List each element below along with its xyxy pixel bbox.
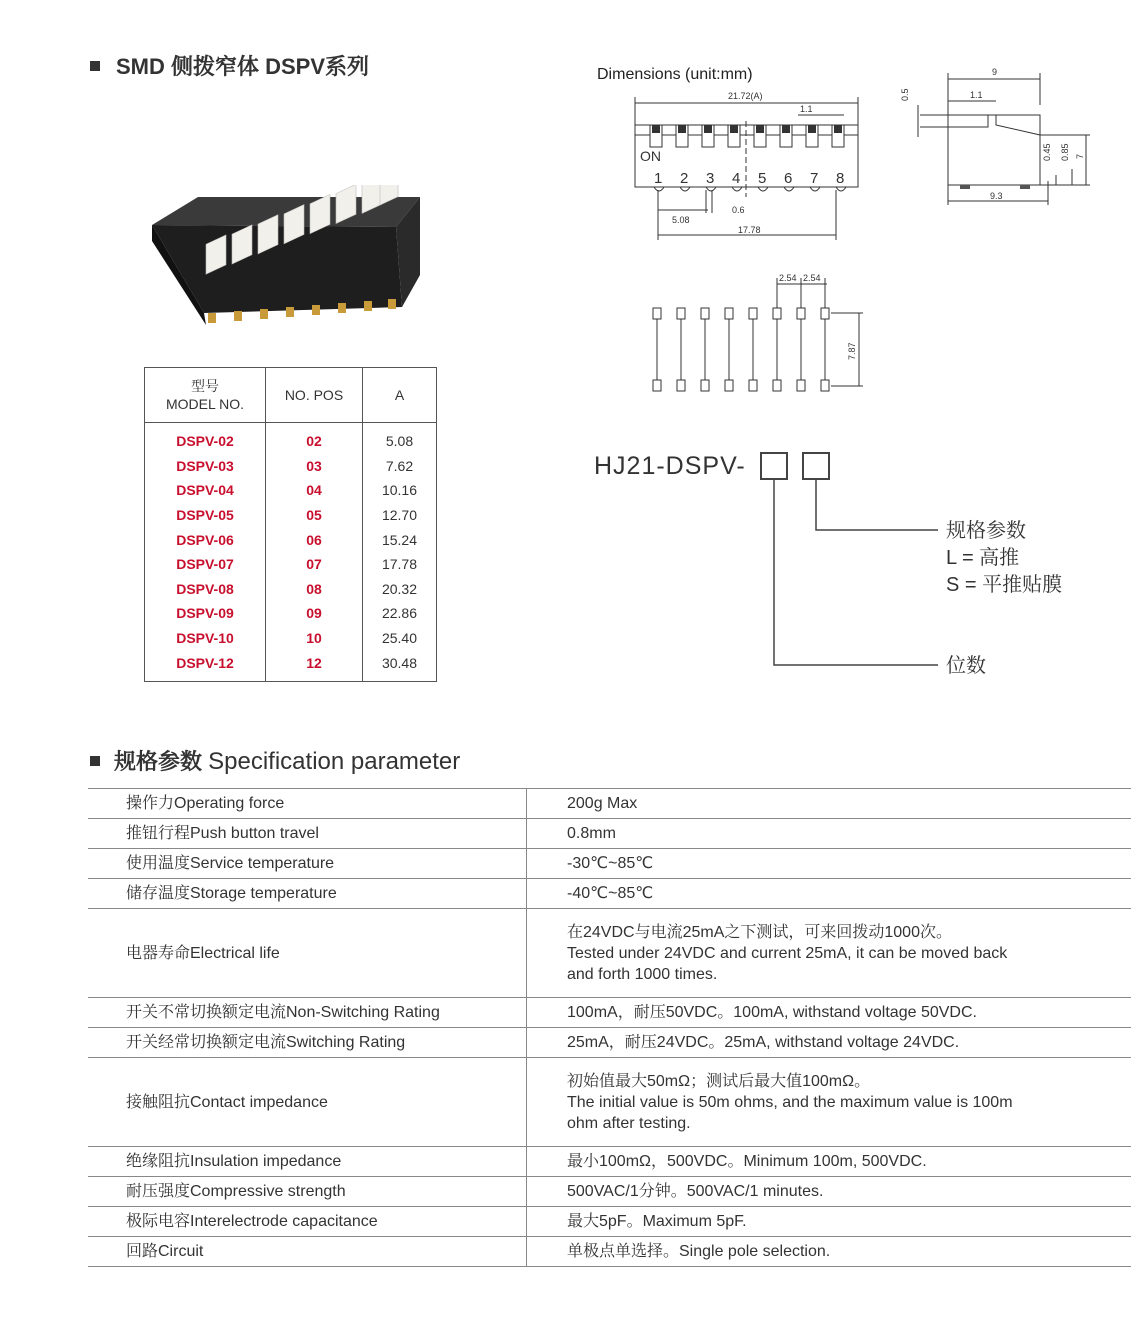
spec-row [88,879,1131,909]
table-row [145,478,437,503]
switch-number: 6 [784,170,793,187]
cell-a: 20.32 [381,580,418,597]
spec-legend-s: S = 平推贴膜 [946,574,1063,596]
dim-span: 17.78 [738,225,761,235]
spec-value-line: 最大5pF。Maximum 5pF. [567,1213,747,1230]
positions-label: 位数 [946,655,986,677]
cell-model: DSPV-02 [145,423,266,454]
switch-number: 7 [810,170,819,187]
cell-model: DSPV-07 [145,552,266,577]
spec-value [527,1028,1132,1058]
switch-number: 1 [654,170,663,187]
dim-side-h1: 0.45 [1042,143,1052,161]
spec-value-line: and forth 1000 times. [567,965,718,983]
spec-section-title [114,749,460,774]
spec-key: 接触阻抗Contact impedance [88,1058,527,1147]
spec-value-line: 单极点单选择。Single pole selection. [567,1243,831,1260]
spec-section-header [90,745,460,776]
spec-value-line: The initial value is 50m ohms, and the maximum value is 100m [567,1093,1013,1111]
cell-pos: 05 [266,503,363,528]
spec-value [527,879,1132,909]
cell-pos: 06 [266,527,363,552]
on-label: ON [640,148,661,164]
dim-side-h2: 0.85 [1060,143,1070,161]
spec-value-line: 500VAC/1分钟。500VAC/1 minutes. [567,1183,824,1200]
spec-title-en: Specification parameter [208,748,461,775]
cell-pos: 10 [266,626,363,651]
table-row [145,454,437,479]
fp-pitch-1: 2.54 [779,273,797,283]
table-row [145,552,437,577]
spec-row [88,909,1131,998]
cell-pos: 07 [266,552,363,577]
cell-model: DSPV-03 [145,454,266,479]
table-row [145,650,437,681]
cell-model: DSPV-08 [145,577,266,602]
spec-row [88,1177,1131,1207]
spec-value [527,998,1132,1028]
square-bullet-icon [90,61,100,71]
dim-side-base: 9.3 [990,191,1003,201]
header-model-en: MODEL NO. [165,396,245,412]
spec-value-line: -40℃~85℃ [567,885,654,902]
spec-value-line: 在24VDC与电流25mA之下测试，可来回拨动1000次。 [567,923,952,941]
spec-key: 绝缘阻抗Insulation impedance [88,1147,527,1177]
spec-key: 开关经常切换额定电流Switching Rating [88,1028,527,1058]
dim-side-width: 9 [992,67,998,77]
spec-value [527,1147,1132,1177]
side-view-drawing [900,65,1100,215]
spec-value-line: Tested under 24VDC and current 25mA, it can be moved back [567,944,1008,962]
cell-a: 15.24 [381,531,418,548]
footprint-drawing [645,268,875,398]
spec-row [88,1147,1131,1177]
dimensions-title: Dimensions (unit:mm) [597,66,753,83]
cell-pos: 09 [266,601,363,626]
spec-value [527,1207,1132,1237]
spec-value [527,1177,1132,1207]
part-number-leaders [760,480,940,670]
table-row [145,626,437,651]
dim-side-h3: 7 [1075,153,1085,159]
footprint-pad [749,308,757,319]
cell-a: 25.40 [381,630,418,647]
table-row [145,601,437,626]
dim-pitch-small: 1.1 [800,104,813,114]
switch-number: 5 [758,170,767,187]
spec-value-line: 100mA，耐压50VDC。100mA, withstand voltage 50VDC. [567,1004,977,1021]
footprint-pad [773,380,781,391]
cell-model: DSPV-09 [145,601,266,626]
footprint-pad [773,308,781,319]
part-number-prefix: HJ21-DSPV- [594,452,746,480]
spec-row [88,1028,1131,1058]
spec-key: 极际电容Interelectrode capacitance [88,1207,527,1237]
fp-height: 7.87 [847,342,857,360]
front-view-drawing [620,85,860,245]
spec-key: 推钮行程Push button travel [88,819,527,849]
cell-pos: 12 [266,650,363,681]
position-code-box [760,452,788,480]
cell-a: 10.16 [381,482,418,499]
spec-value-line: 初始值最大50mΩ；测试后最大值100mΩ。 [567,1072,871,1090]
spec-value [527,1237,1132,1267]
spec-row [88,1237,1131,1267]
cell-model: DSPV-04 [145,478,266,503]
spec-title-cn: 规格参数 [114,749,203,774]
spec-legend-l: L = 高推 [946,547,1020,569]
spec-value-line: 25mA，耐压24VDC。25mA, withstand voltage 24VDC. [567,1034,960,1051]
switch-number: 8 [836,170,845,187]
cell-a: 22.86 [381,605,418,622]
switch-number: 3 [706,170,715,187]
product-photo [140,185,420,335]
table-row [145,527,437,552]
cell-model: DSPV-05 [145,503,266,528]
footprint-pad [821,380,829,391]
dim-pin-width: 0.6 [732,205,745,215]
dim-pitch: 5.08 [672,215,690,225]
spec-value [527,789,1132,819]
spec-value [527,819,1132,849]
cell-a: 17.78 [381,556,418,573]
spec-row [88,998,1131,1028]
footprint-pad [653,380,661,391]
cell-a: 5.08 [385,433,414,450]
footprint-pad [701,308,709,319]
spec-key: 回路Circuit [88,1237,527,1267]
spec-value [527,909,1132,998]
dim-top-width: 21.72(A) [728,91,763,101]
header-pos: NO. POS [266,368,363,423]
cell-pos: 03 [266,454,363,479]
spec-legend-title: 规格参数 [946,520,1026,542]
spec-value-line: ohm after testing. [567,1114,691,1132]
spec-table [88,788,1131,1267]
square-bullet-icon [90,756,100,766]
model-table [144,367,437,682]
cell-pos: 02 [266,423,363,454]
spec-row [88,1207,1131,1237]
table-row [145,423,437,454]
footprint-pad [797,308,805,319]
cell-a: 12.70 [381,507,418,524]
spec-value [527,1058,1132,1147]
header-model [145,368,266,423]
header-a: A [363,368,437,423]
spec-row [88,849,1131,879]
spec-value-line: 最小100mΩ，500VDC。Minimum 100m, 500VDC. [567,1153,927,1170]
footprint-pad [653,308,661,319]
switch-number: 2 [680,170,689,187]
footprint-pad [749,380,757,391]
dim-side-step: 1.1 [970,90,983,100]
cell-model: DSPV-06 [145,527,266,552]
spec-key: 耐压强度Compressive strength [88,1177,527,1207]
spec-row [88,1058,1131,1147]
cell-a: 7.62 [385,457,414,474]
fp-pitch-2: 2.54 [803,273,821,283]
spec-key: 开关不常切换额定电流Non-Switching Rating [88,998,527,1028]
cell-a: 30.48 [381,654,418,671]
spec-value-line: -30℃~85℃ [567,855,654,872]
switch-number: 4 [732,170,741,187]
spec-row [88,819,1131,849]
spec-legend [946,518,1062,599]
cell-model: DSPV-12 [145,650,266,681]
spec-key: 电器寿命Electrical life [88,909,527,998]
footprint-pad [797,380,805,391]
section-header [90,50,369,81]
footprint-pad [677,308,685,319]
footprint-pad [725,308,733,319]
spec-key: 操作力Operating force [88,789,527,819]
spec-key: 使用温度Service temperature [88,849,527,879]
section-title: SMD 侧拨窄体 DSPV系列 [116,54,370,79]
table-row [145,503,437,528]
cell-model: DSPV-10 [145,626,266,651]
cell-pos: 04 [266,478,363,503]
footprint-pad [725,380,733,391]
header-model-cn: 型号 [191,378,219,394]
spec-value [527,849,1132,879]
spec-value-line: 0.8mm [567,825,616,842]
footprint-pad [701,380,709,391]
footprint-pad [677,380,685,391]
spec-row [88,789,1131,819]
spec-key: 储存温度Storage temperature [88,879,527,909]
footprint-pad [821,308,829,319]
table-row [145,577,437,602]
cell-pos: 08 [266,577,363,602]
dim-side-top: 0.5 [900,88,910,101]
spec-value-line: 200g Max [567,795,638,812]
spec-code-box [802,452,830,480]
